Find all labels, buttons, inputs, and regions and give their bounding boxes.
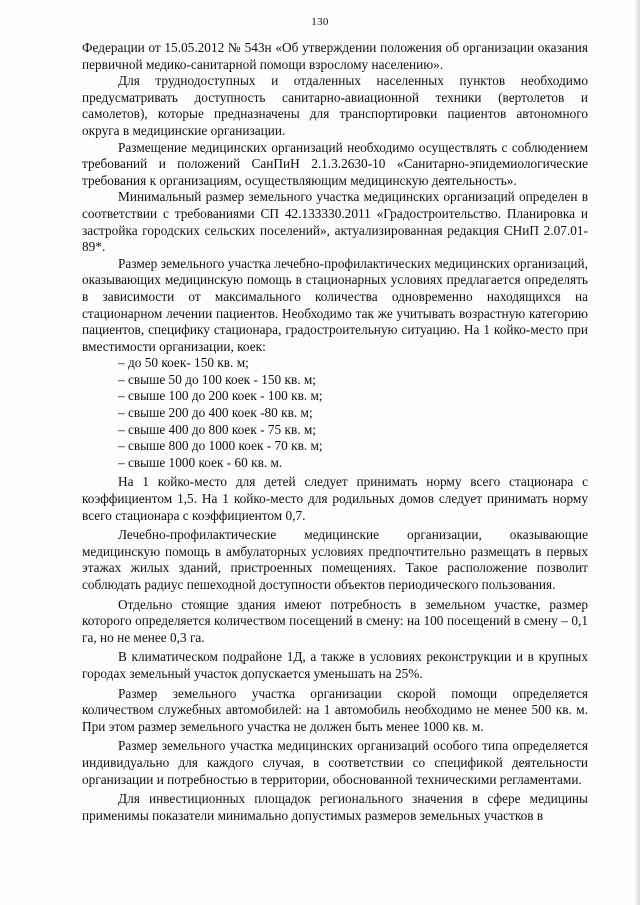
paragraph-minimum-plot-size: Минимальный размер земельного участка медицинских организаций определен в соответствии с требованиями СП 42.133330.2011 «Градостроительство. Планировка и застройка городских сельских поселений», актуализированная редакция СНиП 2.07.01-89*. <box>82 189 588 255</box>
page-number: 130 <box>311 16 329 28</box>
bed-norms-list <box>82 355 588 471</box>
paragraph-ambulance: Размер земельного участка организации скорой помощи определяется количеством служебных автомобилей: на 1 автомобиль необходимо не менее 500 кв. м. При этом размер земельного участка не должен быть менее 1000 кв. м. <box>82 685 588 734</box>
list-item: – свыше 1000 коек - 60 кв. м. <box>118 454 283 470</box>
paragraph-sanpin-requirements: Размещение медицинских организаций необходимо осуществлять с соблюдением требований и положений СанПиН 2.1.3.2630-10 «Санитарно-эпидемиологические требования к организациям, осуществляющим медицинскую деятельность». <box>82 139 588 188</box>
list-item: – свыше 800 до 1000 коек - 70 кв. м; <box>118 438 323 454</box>
list-item: – свыше 400 до 800 коек - 75 кв. м; <box>118 421 316 437</box>
document-body <box>82 40 588 824</box>
paragraph-special-type: Размер земельного участка медицинских организаций особого типа определяется индивидуально для каждого случая, в соответствии со спецификой деятельности организации и потребностью в территории, обоснованной техническими регламентами. <box>82 738 588 787</box>
paragraph-outpatient: Лечебно-профилактические медицинские организации, оказывающие медицинскую помощь в амбулаторных условиях предпочтительно размещать в первых этажах жилых зданий, пристроенных помещениях. Такое расположение позволит соблюдать радиус пешеходной доступности объектов периодического пользования. <box>82 527 588 592</box>
list-item: – свыше 200 до 400 коек -80 кв. м; <box>118 405 313 421</box>
paragraph-order-reference: Федерации от 15.05.2012 № 543н «Об утверждении положения об организации оказания первичной медико-санитарной помощи взрослому населению». <box>82 40 588 72</box>
page-edge-shadow <box>634 0 640 905</box>
paragraph-investment-sites: Для инвестиционных площадок регионального значения в сфере медицины применимы показатели минимально допустимых размеров земельных участков в <box>82 791 588 823</box>
paragraph-children-maternity: На 1 койко-место для детей следует принимать норму всего стационара с коэффициентом 1,5. На 1 койко-место для родильных домов следует принимать норму всего стационара с коэффициентом 0,7. <box>82 474 588 523</box>
paragraph-climate-subregion: В климатическом подрайоне 1Д, а также в условиях реконструкции и в крупных городах земельный участок допускается уменьшать на 25%. <box>82 649 588 681</box>
paragraph-inpatient-plot-size: Размер земельного участка лечебно-профилактических медицинских организаций, оказывающих медицинскую помощь в стационарных условиях предлагается определять в зависимости от максимального количества одновременно находящихся на стационарном лечении пациентов. Необходимо так же учитывать возрастную категорию пациентов, специфику стационара, градостроительную ситуацию. На 1 койко-место при вместимости организации, коек: <box>82 255 588 354</box>
list-item: – свыше 100 до 200 коек - 100 кв. м; <box>118 388 323 404</box>
paragraph-remote-settlements: Для труднодоступных и отдаленных населенных пунктов необходимо предусматривать доступность санитарно-авиационной техники (вертолетов и самолетов), которые предназначены для транспортировки пациентов автономного округа в медицинские организации. <box>82 73 588 138</box>
list-item: – до 50 коек- 150 кв. м; <box>118 355 249 371</box>
list-item: – свыше 50 до 100 коек - 150 кв. м; <box>118 371 316 387</box>
paragraph-standalone-buildings: Отдельно стоящие здания имеют потребность в земельном участке, размер которого определяется количеством посещений в смену: на 100 посещений в смену – 0,1 га, но не менее 0,3 га. <box>82 596 588 645</box>
